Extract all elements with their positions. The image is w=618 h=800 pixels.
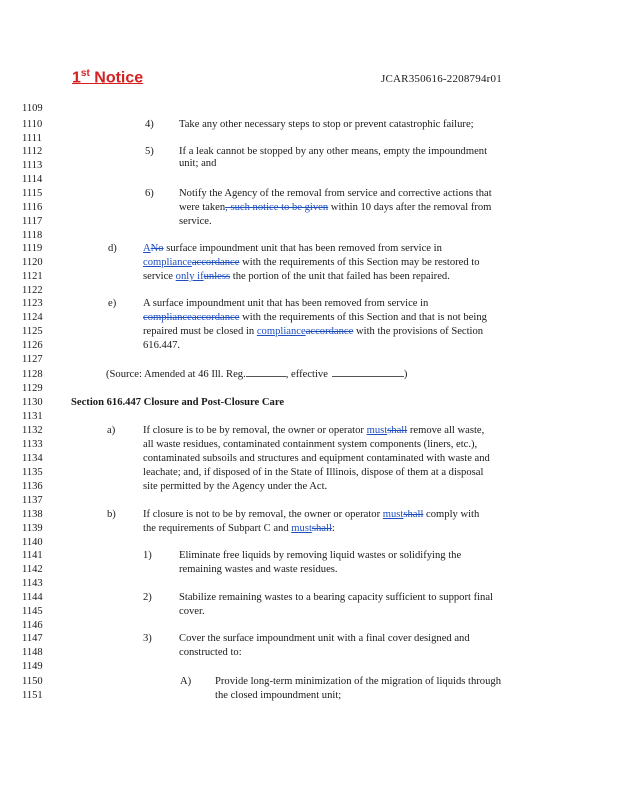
subsection-e-text: repaired must be closed in: [143, 326, 257, 337]
line-number: 1117: [22, 216, 43, 227]
paragraph-2-line-1: Stabilize remaining wastes to a bearing capacity sufficient to support final: [179, 592, 493, 603]
source-text: (Source: Amended at 46 Ill. Reg.: [106, 369, 246, 380]
line-number: 1126: [22, 340, 43, 351]
source-text: , effective: [285, 369, 328, 380]
line-number: 1141: [22, 550, 43, 561]
deleted-text: shall: [311, 523, 332, 534]
line-number: 1144: [22, 592, 43, 603]
line-number: 1125: [22, 326, 43, 337]
source-note: [106, 369, 407, 381]
line-number: 1113: [22, 160, 43, 171]
line-number: 1111: [22, 133, 42, 144]
item-6-text: were taken: [179, 202, 226, 213]
line-number: 1121: [22, 271, 43, 282]
subsection-a-line-3: contaminated subsoils and structures and equipment contaminated with waste and: [143, 453, 490, 464]
paragraph-1-line-1: Eliminate free liquids by removing liquid wastes or solidifying the: [179, 550, 462, 561]
line-number: 1115: [22, 188, 43, 199]
notice-heading: [72, 68, 143, 87]
item-6-line-3: service.: [179, 216, 212, 227]
line-number: 1110: [22, 119, 43, 130]
subsection-b-line-2: [143, 523, 335, 535]
blank-field: [246, 376, 286, 377]
subsection-b-text: :: [331, 523, 335, 534]
subsection-b-line-1: [143, 509, 479, 521]
item-4-label: 4): [145, 119, 154, 130]
inserted-text: compliance: [256, 326, 306, 337]
line-number: 1151: [22, 690, 43, 701]
item-4-text: Take any other necessary steps to stop or prevent catastrophic failure;: [179, 119, 474, 130]
line-number: 1139: [22, 523, 43, 534]
subsection-b-label: b): [107, 509, 116, 520]
notice-word: Notice: [89, 69, 144, 87]
subsection-b-text: the requirements of Subpart C and: [143, 523, 292, 534]
document-id: JCAR350616-2208794r01: [381, 73, 502, 85]
subsection-e-line-1: A surface impoundment unit that has been removed from service in: [143, 298, 429, 309]
deleted-text: unless: [203, 271, 231, 282]
line-number: 1145: [22, 606, 43, 617]
item-5-label: 5): [145, 146, 154, 157]
item-5-line-2: unit; and: [179, 158, 217, 169]
paragraph-3-line-1: Cover the surface impoundment unit with a final cover designed and: [179, 633, 470, 644]
line-number: 1138: [22, 509, 43, 520]
line-number: 1132: [22, 425, 43, 436]
subparagraph-a-label: A): [180, 676, 192, 687]
item-6-label: 6): [145, 188, 154, 199]
subsection-d-text: service: [143, 271, 176, 282]
inserted-text: A: [143, 243, 151, 254]
subsection-e-line-3: [143, 326, 483, 338]
line-number: 1118: [22, 230, 43, 241]
inserted-text: must: [291, 523, 312, 534]
subsection-a-label: a): [107, 425, 116, 436]
subsection-b-text: comply with: [423, 509, 480, 520]
line-number: 1143: [22, 578, 43, 589]
item-6-text: within 10 days after the removal from: [328, 202, 492, 213]
blank-field: [332, 376, 404, 377]
line-number: 1135: [22, 467, 43, 478]
line-number: 1127: [22, 354, 43, 365]
deleted-text: , such notice to be given: [225, 202, 329, 213]
paragraph-2-line-2: cover.: [179, 606, 205, 617]
subsection-d-text: surface impoundment unit that has been removed from service in: [163, 243, 442, 254]
line-number: 1116: [22, 202, 43, 213]
line-number: 1109: [22, 103, 43, 114]
source-text: ): [403, 369, 408, 380]
line-number: 1140: [22, 537, 43, 548]
subsection-e-line-2: [143, 312, 487, 324]
paragraph-1-line-2: remaining wastes and waste residues.: [179, 564, 338, 575]
line-number: 1129: [22, 383, 43, 394]
subsection-a-line-1: [143, 425, 484, 437]
line-number: 1150: [22, 676, 43, 687]
line-number: 1123: [22, 298, 43, 309]
item-5-line-1: If a leak cannot be stopped by any other means, empty the impoundment: [179, 146, 488, 157]
paragraph-1-label: 1): [143, 550, 152, 561]
deleted-text: shall: [403, 509, 424, 520]
line-number: 1119: [22, 243, 43, 254]
subsection-a-line-4: leachate; and, if disposed of in the State of Illinois, dispose of them at a disposal: [143, 467, 484, 478]
section-title: Section 616.447 Closure and Post-Closure Care: [71, 397, 285, 408]
subsection-a-text: remove all waste,: [407, 425, 485, 436]
line-number: 1112: [22, 146, 43, 157]
subparagraph-a-line-1: Provide long-term minimization of the migration of liquids through: [215, 676, 501, 687]
item-6-line-1: Notify the Agency of the removal from service and corrective actions that: [179, 188, 492, 199]
paragraph-3-label: 3): [143, 633, 152, 644]
notice-ordinal: 1: [72, 69, 81, 87]
subsection-a-text: If closure is to be by removal, the owner or operator: [143, 425, 367, 436]
subsection-d-text: the portion of the unit that failed has been repaired.: [230, 271, 450, 282]
inserted-text: only if: [175, 271, 204, 282]
paragraph-2-label: 2): [143, 592, 152, 603]
item-6-line-2: [179, 202, 491, 214]
paragraph-3-line-2: constructed to:: [179, 647, 242, 658]
line-number: 1147: [22, 633, 43, 644]
line-number: 1131: [22, 411, 43, 422]
subsection-d-text: with the requirements of this Section may be restored to: [239, 257, 480, 268]
line-number: 1136: [22, 481, 43, 492]
subsection-e-label: e): [108, 298, 117, 309]
subsection-e-text: with the provisions of Section: [353, 326, 484, 337]
subsection-d-label: d): [108, 243, 117, 254]
subparagraph-a-line-2: the closed impoundment unit;: [215, 690, 342, 701]
inserted-text: must: [382, 509, 404, 520]
line-number: 1133: [22, 439, 43, 450]
notice-ordinal-suffix: st: [80, 68, 90, 79]
deleted-text: accordance: [191, 312, 240, 323]
line-number: 1114: [22, 174, 43, 185]
deleted-text: compliance: [143, 312, 192, 323]
line-number: 1130: [22, 397, 43, 408]
deleted-text: accordance: [305, 326, 354, 337]
inserted-text: must: [366, 425, 388, 436]
subsection-b-text: If closure is not to be by removal, the owner or operator: [143, 509, 383, 520]
line-number: 1148: [22, 647, 43, 658]
line-number: 1149: [22, 661, 43, 672]
subsection-d-line-3: [143, 271, 450, 283]
line-number: 1146: [22, 620, 43, 631]
line-number: 1128: [22, 369, 43, 380]
inserted-text: compliance: [143, 257, 192, 268]
subsection-e-line-4: 616.447.: [143, 340, 181, 351]
line-number: 1122: [22, 285, 43, 296]
subsection-e-text: with the requirements of this Section and that is not being: [239, 312, 487, 323]
deleted-text: shall: [387, 425, 408, 436]
subsection-d-line-1: [143, 243, 442, 255]
line-number: 1124: [22, 312, 43, 323]
subsection-d-line-2: [143, 257, 480, 269]
line-number: 1142: [22, 564, 43, 575]
deleted-text: No: [150, 243, 164, 254]
line-number: 1120: [22, 257, 43, 268]
line-number: 1134: [22, 453, 43, 464]
line-number: 1137: [22, 495, 43, 506]
subsection-a-line-2: all waste residues, contaminated containment system components (liners, etc.),: [143, 439, 478, 450]
subsection-a-line-5: site permitted by the Agency under the Act.: [143, 481, 328, 492]
deleted-text: accordance: [191, 257, 240, 268]
